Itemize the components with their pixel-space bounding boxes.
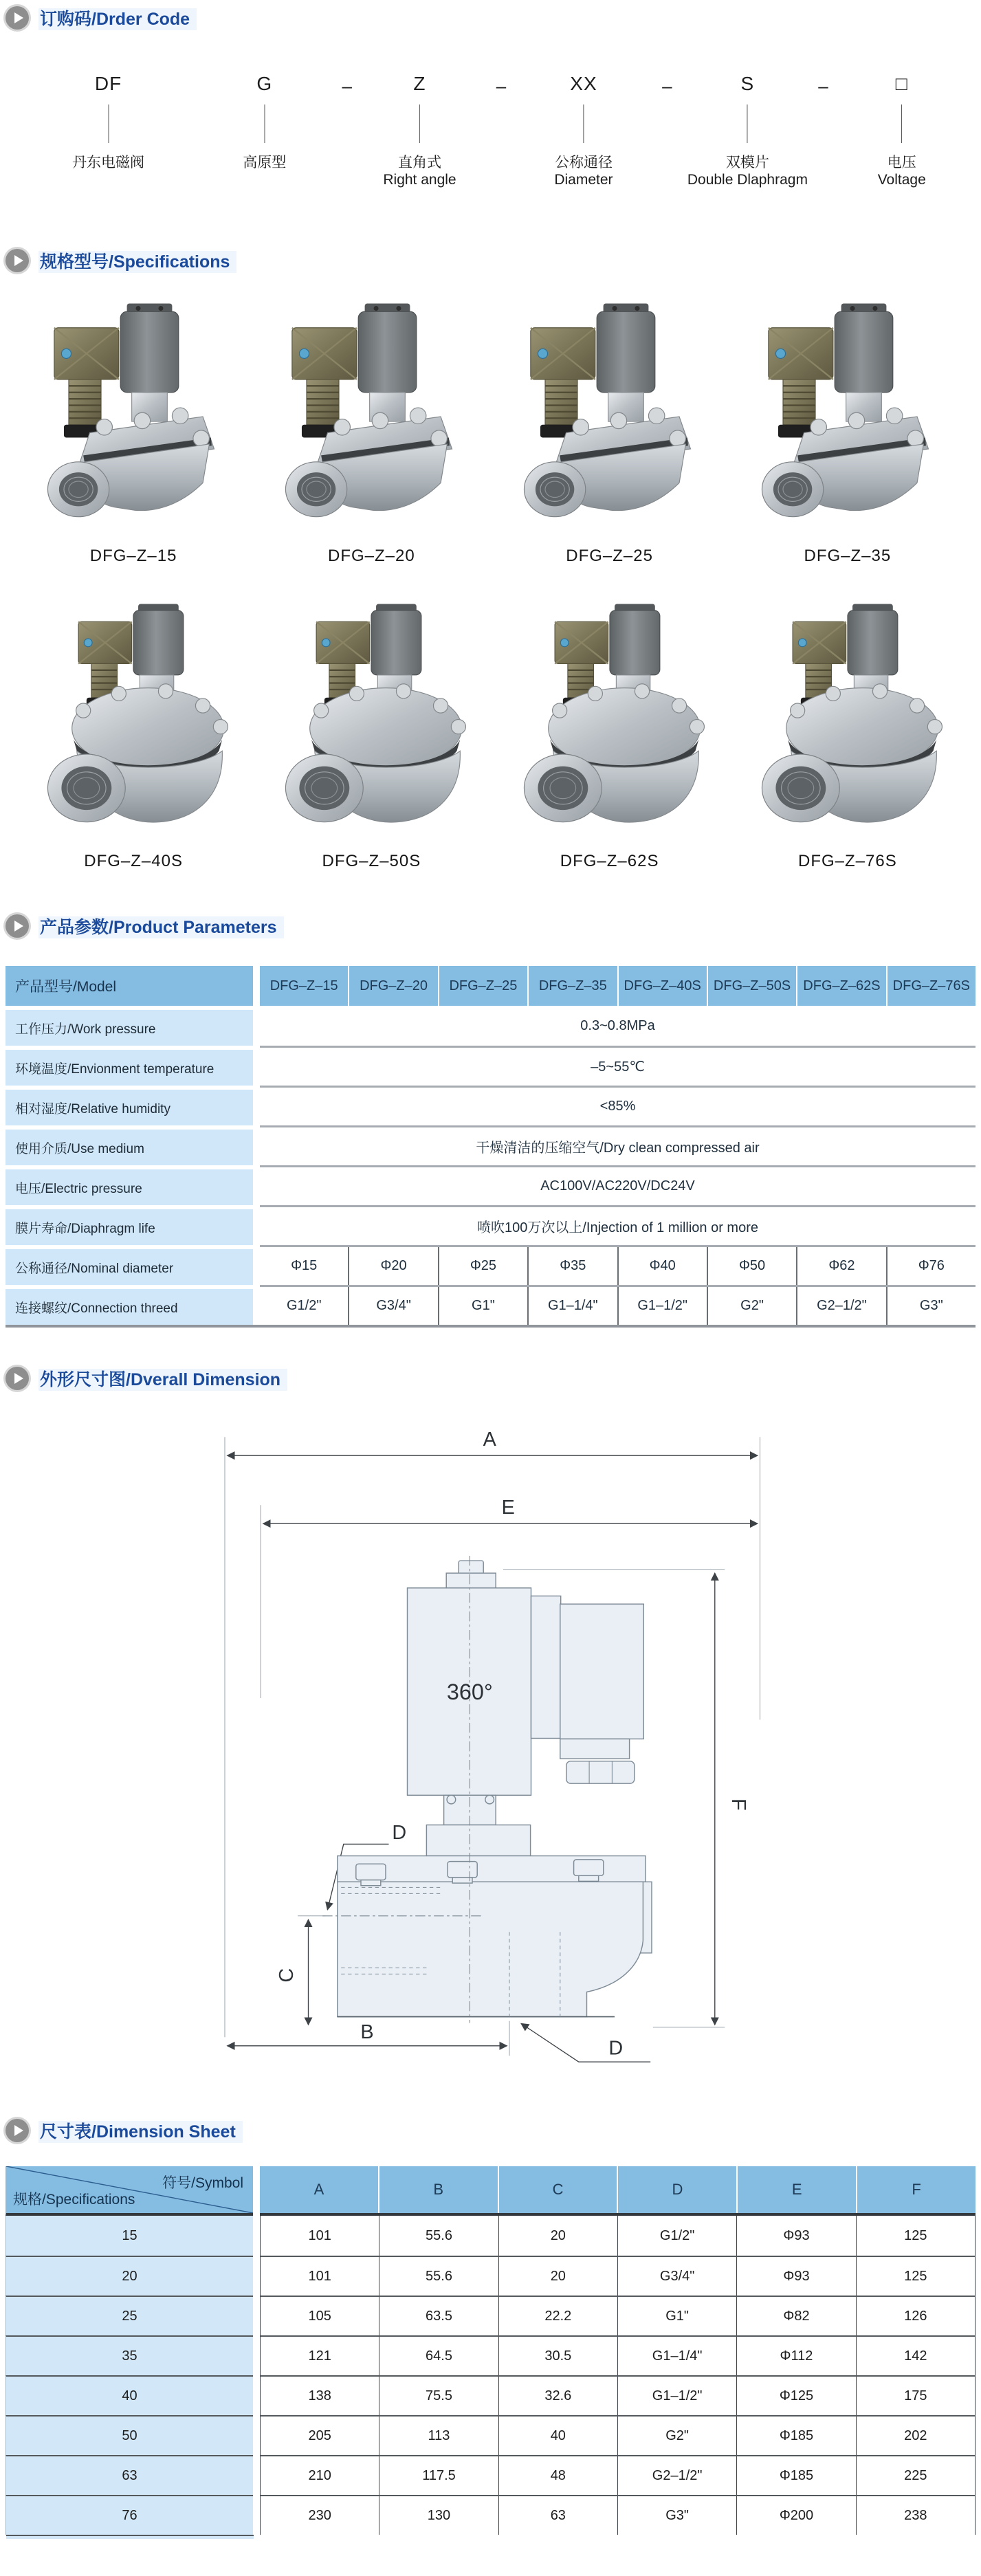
- cell: 238: [856, 2496, 975, 2535]
- table-row-63: [5, 2455, 976, 2495]
- cell: G3": [886, 1287, 976, 1325]
- section-title-specifications: [38, 248, 236, 273]
- order-code-label-en: Diameter: [554, 172, 613, 188]
- cell: Φ93: [736, 2257, 855, 2296]
- header-model-cell: DFG–Z–35: [529, 966, 618, 1006]
- order-code-separator: –: [662, 76, 672, 96]
- order-code-segment-z: [383, 73, 456, 188]
- product-grid: [23, 291, 958, 871]
- cell: Φ112: [736, 2337, 855, 2375]
- dim-label-e: E: [501, 1496, 515, 1519]
- cell: 32.6: [498, 2377, 617, 2415]
- spec-cell: 25: [5, 2296, 253, 2335]
- product-model-caption: DFG–Z–40S: [84, 852, 183, 870]
- parameters-table: [5, 966, 976, 1328]
- dim-label-d-inlet: D: [391, 1822, 406, 1845]
- header-col: E: [736, 2166, 856, 2213]
- cell: Φ200: [736, 2496, 855, 2535]
- connector-line: [901, 104, 902, 143]
- cell: 202: [856, 2417, 975, 2455]
- product-card: [261, 596, 481, 871]
- cell: Φ50: [707, 1247, 796, 1285]
- product-model-caption: DFG–Z–15: [89, 547, 177, 565]
- header-col: C: [498, 2166, 617, 2213]
- product-model-caption: DFG–Z–76S: [798, 852, 897, 870]
- row-value: –5~55℃: [260, 1046, 976, 1086]
- section-title-text: 尺寸表/Dimension Sheet: [38, 2121, 243, 2143]
- row-cells: [260, 2296, 976, 2335]
- play-icon: [5, 2119, 29, 2142]
- dim-label-f: F: [727, 1798, 749, 1811]
- connector-line: [747, 104, 748, 143]
- row-value: 干燥清洁的压缩空气/Dry clean compressed air: [260, 1125, 976, 1165]
- table-row-50: [5, 2415, 976, 2455]
- row-cells: [260, 1285, 976, 1325]
- column-gap: [253, 1245, 260, 1285]
- play-icon: [5, 6, 29, 30]
- row-label: 环境温度/Envionment temperature: [5, 1046, 253, 1086]
- table-row-use-medium: [5, 1125, 976, 1165]
- cell: Φ15: [291, 1258, 318, 1273]
- cell: 205: [308, 2428, 331, 2443]
- order-code-separator: –: [818, 76, 828, 96]
- column-gap: [253, 2455, 260, 2495]
- cell: 230: [308, 2507, 331, 2523]
- cell: G2": [707, 1287, 796, 1325]
- order-code-label-en: Double Dlaphragm: [687, 172, 808, 188]
- header-model-cell: DFG–Z–76S: [888, 966, 976, 1006]
- column-gap: [253, 2296, 260, 2335]
- order-code-value: XX: [570, 73, 597, 94]
- row-cells: [260, 2415, 976, 2455]
- table-row-20: [5, 2256, 976, 2296]
- column-gap: [253, 1006, 260, 1046]
- cell: 40: [498, 2417, 617, 2455]
- cell: 210: [308, 2467, 331, 2483]
- column-gap: [253, 1285, 260, 1325]
- order-code-separator: –: [342, 76, 352, 96]
- column-gap: [253, 2415, 260, 2455]
- header-model-cell: DFG–Z–20: [349, 966, 439, 1006]
- order-code-value: DF: [94, 73, 122, 94]
- cell: G1": [617, 2297, 736, 2335]
- cell: Φ93: [736, 2216, 855, 2256]
- order-code-label-en: Voltage: [877, 172, 926, 188]
- spec-cell: 40: [5, 2375, 253, 2415]
- order-code-value: Z: [413, 73, 426, 94]
- order-code-segment-s: [687, 73, 808, 188]
- cell: 30.5: [498, 2337, 617, 2375]
- product-card: [261, 291, 481, 566]
- cell: 55.6: [379, 2216, 498, 2256]
- section-title-parameters: [38, 914, 284, 938]
- row-cells: [260, 1245, 976, 1285]
- cell: 63: [498, 2496, 617, 2535]
- section-title-text: 订购码/Drder Code: [38, 8, 197, 30]
- row-cells: [260, 2335, 976, 2375]
- order-code-value: □: [895, 73, 908, 94]
- table-row-work-pressure: [5, 1006, 976, 1046]
- cell: Φ82: [736, 2297, 855, 2335]
- column-gap: [253, 2335, 260, 2375]
- order-code-segment-g: [243, 73, 286, 172]
- section-title-order-code: [38, 5, 197, 30]
- cell: G3/4": [348, 1287, 437, 1325]
- technical-drawing: [181, 1407, 800, 2088]
- row-cells: [260, 2256, 976, 2296]
- spec-cell: 76: [5, 2495, 253, 2535]
- section-header-parameters: [5, 914, 976, 938]
- header-models: [260, 966, 976, 1006]
- cell: 125: [856, 2216, 975, 2256]
- header-model-cell: DFG–Z–40S: [619, 966, 708, 1006]
- connector-line: [419, 104, 420, 143]
- diagonal-header-cell: [5, 2166, 253, 2216]
- section-header-specifications: [5, 248, 976, 273]
- cell: 117.5: [379, 2456, 498, 2495]
- cell: G1–1/4": [617, 2337, 736, 2375]
- valve-photo: [274, 596, 468, 848]
- row-label: 使用介质/Use medium: [5, 1125, 253, 1165]
- row-label: 相对湿度/Relative humidity: [5, 1086, 253, 1125]
- row-label: 膜片寿命/Diaphragm life: [5, 1205, 253, 1245]
- row-cells: [260, 2375, 976, 2415]
- table-row-25: [5, 2296, 976, 2335]
- cell: 142: [856, 2337, 975, 2375]
- header-col: D: [617, 2166, 736, 2213]
- cell: 125: [856, 2257, 975, 2296]
- table-row-diaphragm-life: [5, 1205, 976, 1245]
- order-code-label-cn: 直角式: [397, 155, 441, 170]
- order-code-segment-voltage: [878, 73, 926, 188]
- cell: Φ185: [736, 2417, 855, 2455]
- table-row-35: [5, 2335, 976, 2375]
- play-icon: [5, 914, 29, 938]
- connector-line: [264, 104, 265, 143]
- order-code-label-cn: 公称通径: [554, 155, 613, 170]
- cell: G1–1/2": [617, 2377, 736, 2415]
- row-label: 公称通径/Nominal diameter: [5, 1245, 253, 1285]
- cell: 175: [856, 2377, 975, 2415]
- order-code-label-cn: 高原型: [243, 155, 287, 170]
- product-model-caption: DFG–Z–62S: [560, 852, 659, 870]
- order-code-diagram: [5, 73, 976, 221]
- row-cells: [260, 2495, 976, 2535]
- order-code-label-cn: 丹东电磁阀: [72, 155, 145, 170]
- cell: 101: [308, 2227, 331, 2243]
- product-card: [23, 291, 243, 566]
- cell: G2": [617, 2417, 736, 2455]
- product-card: [500, 596, 720, 871]
- cell: 113: [379, 2417, 498, 2455]
- valve-photo: [513, 596, 707, 848]
- product-model-caption: DFG–Z–25: [566, 547, 653, 565]
- dim-label-c: C: [275, 1968, 298, 1983]
- dim-label-d-outlet: D: [608, 2037, 623, 2060]
- cell: 130: [379, 2496, 498, 2535]
- valve-photo: [274, 291, 468, 542]
- order-code-segment-df: [72, 73, 144, 172]
- header-model-cell: DFG–Z–50S: [708, 966, 797, 1006]
- cell: G1": [438, 1287, 527, 1325]
- table-bottom-edge: [6, 2535, 254, 2539]
- cell: Φ62: [796, 1247, 885, 1285]
- product-model-caption: DFG–Z–35: [804, 547, 892, 565]
- connector-line: [108, 104, 109, 143]
- row-cells: [260, 2455, 976, 2495]
- cell: G2–1/2": [617, 2456, 736, 2495]
- column-gap: [253, 1046, 260, 1086]
- row-cells: [260, 2216, 976, 2256]
- table-row-40: [5, 2375, 976, 2415]
- cell: 225: [856, 2456, 975, 2495]
- order-code-segment-xx: [554, 73, 613, 188]
- section-title-text: 外形尺寸图/Dverall Dimension: [38, 1369, 287, 1391]
- column-gap: [253, 2495, 260, 2535]
- table-row-15: [5, 2216, 976, 2256]
- header-model-cell: DFG–Z–15: [260, 966, 349, 1006]
- header-symbol-label: 符号/Symbol: [162, 2175, 243, 2191]
- product-card: [738, 596, 958, 871]
- table-header-row: [5, 966, 976, 1006]
- cell: G1/2": [617, 2216, 736, 2256]
- cell: 121: [308, 2348, 331, 2364]
- cell: 105: [308, 2308, 331, 2324]
- section-title-text: 规格型号/Specifications: [38, 251, 236, 273]
- row-value: AC100V/AC220V/DC24V: [260, 1165, 976, 1205]
- column-gap: [253, 2166, 260, 2216]
- column-gap: [253, 1086, 260, 1125]
- cell: Φ40: [617, 1247, 707, 1285]
- header-col: F: [856, 2166, 976, 2213]
- cell: 55.6: [379, 2257, 498, 2296]
- header-columns: [260, 2166, 976, 2216]
- order-code-label-en: Right angle: [383, 172, 456, 188]
- order-code-value: S: [740, 73, 755, 94]
- column-gap: [253, 2375, 260, 2415]
- valve-photo: [751, 596, 945, 848]
- dimension-sheet-table: [5, 2166, 976, 2539]
- cell: Φ35: [527, 1247, 617, 1285]
- row-value: 0.3~0.8MPa: [580, 1017, 655, 1033]
- valve-photo: [513, 291, 707, 542]
- header-model-cell: DFG–Z–25: [439, 966, 529, 1006]
- cell: Φ76: [886, 1247, 976, 1285]
- row-label: 工作压力/Work pressure: [5, 1006, 253, 1046]
- column-gap: [253, 966, 260, 1006]
- header-model-label: 产品型号/Model: [5, 966, 253, 1006]
- section-title-overall-dimension: [38, 1366, 287, 1391]
- spec-cell: 50: [5, 2415, 253, 2455]
- row-label: 电压/Electric pressure: [5, 1165, 253, 1205]
- cell: 22.2: [498, 2297, 617, 2335]
- section-title-text: 产品参数/Product Parameters: [38, 916, 284, 938]
- cell: G3": [617, 2496, 736, 2535]
- column-gap: [253, 2216, 260, 2256]
- row-value: 喷吹100万次以上/Injection of 1 million or more: [260, 1205, 976, 1245]
- table-row-electric-pressure: [5, 1165, 976, 1205]
- order-code-separator: –: [496, 76, 507, 96]
- cell: Φ20: [348, 1247, 437, 1285]
- spec-cell: 20: [5, 2256, 253, 2296]
- cell: G1/2": [286, 1298, 322, 1313]
- cell: G1–1/2": [617, 1287, 707, 1325]
- product-model-caption: DFG–Z–20: [328, 547, 415, 565]
- row-value: <85%: [260, 1086, 976, 1125]
- table-row-nominal-diameter: [5, 1245, 976, 1285]
- header-col: A: [260, 2166, 378, 2213]
- product-card: [500, 291, 720, 566]
- header-col: B: [378, 2166, 498, 2213]
- cell: Φ25: [438, 1247, 527, 1285]
- rotation-label: 360°: [446, 1679, 493, 1704]
- table-header-row: [5, 2166, 976, 2216]
- cell: 126: [856, 2297, 975, 2335]
- section-header-overall-dimension: [5, 1366, 976, 1391]
- row-label: 连接螺纹/Connection threed: [5, 1285, 253, 1325]
- section-title-dimension-sheet: [38, 2118, 243, 2143]
- column-gap: [253, 1205, 260, 1245]
- product-card: [23, 596, 243, 871]
- cell: 64.5: [379, 2337, 498, 2375]
- play-icon: [5, 249, 29, 272]
- cell: Φ185: [736, 2456, 855, 2495]
- cell: G1–1/4": [527, 1287, 617, 1325]
- order-code-label-cn: 双模片: [725, 155, 769, 170]
- cell: 138: [308, 2388, 331, 2403]
- cell: 101: [308, 2268, 331, 2284]
- table-row-environment-temperature: [5, 1046, 976, 1086]
- connector-line: [583, 104, 584, 143]
- product-card: [738, 291, 958, 566]
- cell: 20: [498, 2257, 617, 2296]
- table-row-connection-thread: [5, 1285, 976, 1325]
- cell: 63.5: [379, 2297, 498, 2335]
- order-code-value: G: [256, 73, 273, 94]
- cell: 20: [498, 2216, 617, 2256]
- cell: 75.5: [379, 2377, 498, 2415]
- table-row-76: [5, 2495, 976, 2535]
- section-header-dimension-sheet: [5, 2118, 976, 2143]
- header-model-cell: DFG–Z–62S: [797, 966, 887, 1006]
- valve-photo: [36, 291, 230, 542]
- spec-cell: 63: [5, 2455, 253, 2495]
- product-model-caption: DFG–Z–50S: [322, 852, 421, 870]
- overall-dimension-drawing: [5, 1407, 976, 2088]
- play-icon: [5, 1367, 29, 1390]
- section-header-order-code: [5, 5, 976, 30]
- valve-photo: [751, 291, 945, 542]
- dim-label-a: A: [483, 1428, 496, 1451]
- cell: Φ125: [736, 2377, 855, 2415]
- cell: G3/4": [617, 2257, 736, 2296]
- spec-cell: 35: [5, 2335, 253, 2375]
- dim-label-b: B: [360, 2021, 374, 2043]
- table-row-relative-humidity: [5, 1086, 976, 1125]
- header-spec-label: 规格/Specifications: [13, 2192, 135, 2208]
- column-gap: [253, 2256, 260, 2296]
- column-gap: [253, 1165, 260, 1205]
- cell: G2–1/2": [796, 1287, 885, 1325]
- column-gap: [253, 1125, 260, 1165]
- valve-photo: [36, 596, 230, 848]
- order-code-label-cn: 电压: [887, 155, 916, 170]
- cell: 48: [498, 2456, 617, 2495]
- spec-cell: 15: [5, 2216, 253, 2256]
